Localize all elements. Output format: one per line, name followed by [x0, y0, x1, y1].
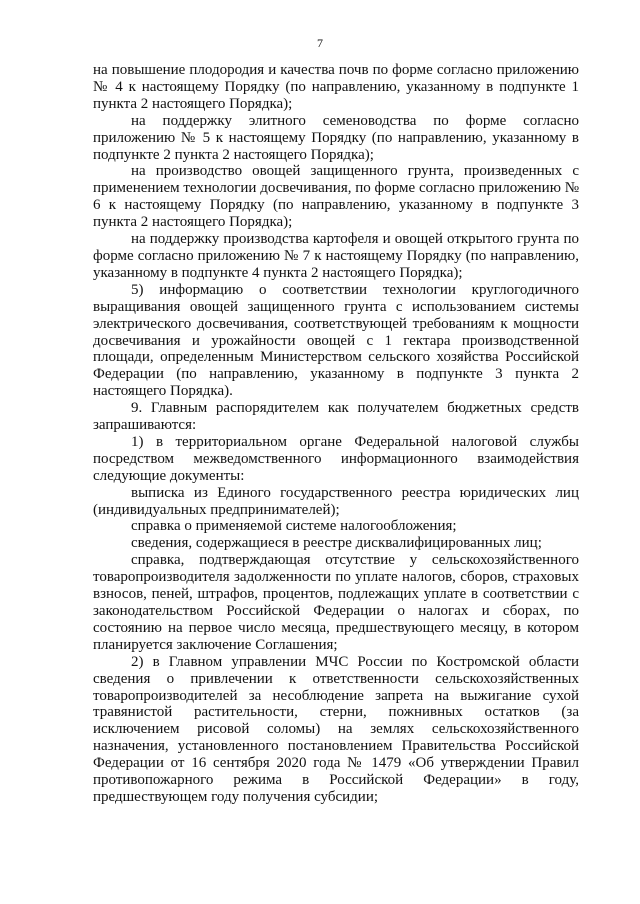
page-number: 7 [317, 36, 323, 50]
paragraph-tax-system-certificate: справка о применяемой системе налогообложения; [131, 518, 457, 535]
document-body [93, 62, 579, 806]
paragraph-section-9: 9. Главным распорядителем как получателем бюджетных средств запрашиваются: [93, 400, 579, 434]
paragraph-elite-seed-production: на поддержку элитного семеноводства по форме согласно приложению № 5 к настоящему Порядку (по направлению, указанному в подпункте 2 пункта 2 настоящего Порядка); [93, 112, 579, 163]
paragraph-greenhouse-vegetables: на производство овощей защищенного грунта, произведенных с применением технологии досвечивания, по форме согласно приложению № 6 к настоящему Порядку (по направлению, указанному в подпункте 3 пункта 2 настоящего Порядка); [93, 163, 579, 231]
paragraph-registry-extract: выписка из Единого государственного реестра юридических лиц (индивидуальных предпринимателей); [93, 484, 579, 518]
paragraph-soil-fertility: на повышение плодородия и качества почв по форме согласно приложению № 4 к настоящему Порядку (по направлению, указанному в подпункте 1 пункта 2 настоящего Порядка); [93, 62, 579, 112]
paragraph-potato-open-ground: на поддержку производства картофеля и овощей открытого грунта по форме согласно приложению № 7 к настоящему Порядку (по направлению, указанному в подпункте 4 пункта 2 настоящего Порядка); [93, 231, 579, 281]
paragraph-disqualified-registry: сведения, содержащиеся в реестре дисквалифицированных лиц; [131, 535, 542, 552]
paragraph-item-2-emergency-ministry: 2) в Главном управлении МЧС России по Костромской области сведения о привлечении к ответственности сельскохозяйственных товаропроизводителей за несоблюдение запрета на выжигание сухой травянистой растительности, стерни, пожнивных остатков (за исключением рисовой соломы) на землях сельскохозяйственного назначения, установленного постановлением Правительства Российской Федерации от 16 сентября 2020 года № 1479 «Об утверждении Правил противопожарного режима в Российской Федерации» в году, предшествующем году получения субсидии; [93, 653, 579, 805]
paragraph-item-1-tax-service: 1) в территориальном органе Федеральной налоговой службы посредством межведомственного информационного взаимодействия следующие документы: [93, 433, 579, 484]
paragraph-item-5-lighting-technology: 5) информацию о соответствии технологии круглогодичного выращивания овощей защищенного грунта с использованием системы электрического досвечивания, соответствующей требованиям к мощности досвечивания и урожайности овощей с 1 гектара производственной площади, определенным Министерством сельского хозяйства Российской Федерации (по направлению, указанному в подпункте 3 пункта 2 настоящего Порядка). [93, 281, 579, 400]
paragraph-no-debt-certificate: справка, подтверждающая отсутствие у сельскохозяйственного товаропроизводителя задолженности по уплате налогов, сборов, страховых взносов, пеней, штрафов, процентов, подлежащих уплате в соответствии с законодательством Российской Федерации о налогах и сборах, по состоянию на первое число месяца, предшествующего месяцу, в котором планируется заключение Соглашения; [93, 552, 579, 653]
